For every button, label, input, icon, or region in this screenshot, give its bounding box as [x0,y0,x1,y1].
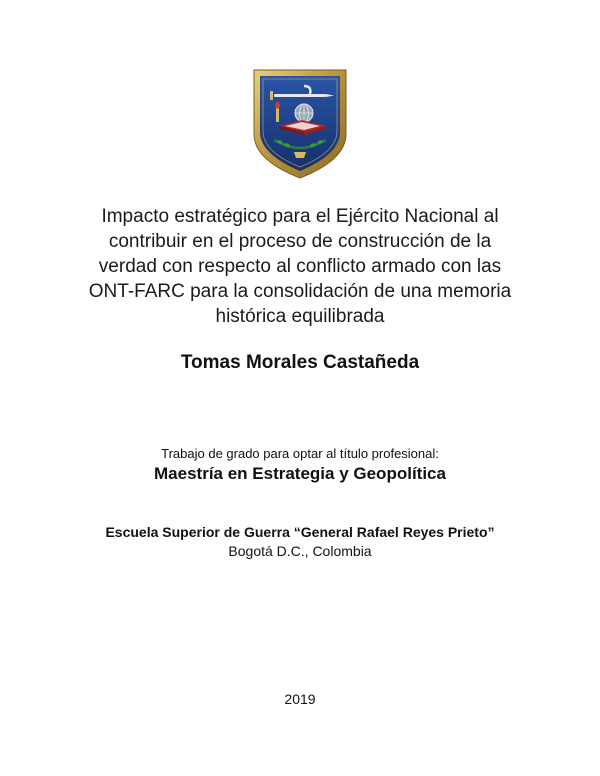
thesis-title-line: contribuir en el proceso de construcción de la [108,231,492,252]
thesis-title [60,204,540,329]
thesis-title-line: Impacto estratégico para el Ejército Nacional al [101,206,499,227]
thesis-title-line: verdad con respecto al conflicto armado con las [98,256,502,277]
publication-year: 2019 [284,691,316,707]
military-school-crest-icon [252,68,348,180]
city-location: Bogotá D.C., Colombia [228,543,372,559]
author-name: Tomas Morales Castañeda [180,352,420,373]
thesis-title-line: histórica equilibrada [215,306,385,327]
degree-name: Maestría en Estrategia y Geopolítica [154,464,446,483]
school-name: Escuela Superior de Guerra “General Rafael Reyes Prieto” [105,524,495,540]
degree-intro-text: Trabajo de grado para optar al título profesional: [161,446,439,461]
thesis-title-line: ONT-FARC para la consolidación de una memoria [88,281,512,302]
